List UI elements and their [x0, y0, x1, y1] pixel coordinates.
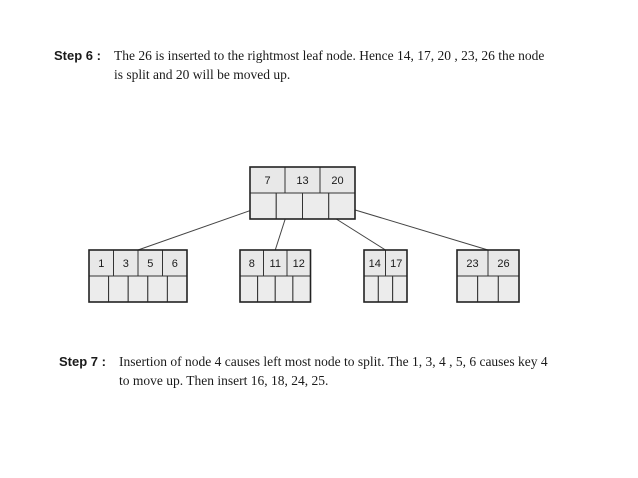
leaf-node-1-key: 5 — [147, 257, 154, 270]
step-6-label: Step 6 : — [54, 48, 101, 63]
leaf-node-4-key: 26 — [497, 257, 510, 270]
leaf-node-4 — [457, 250, 519, 302]
edge-root-to-leaf-1 — [138, 206, 263, 250]
root-node-key: 7 — [264, 174, 271, 187]
leaf-node-2-pointer-cell — [275, 276, 293, 302]
root-node-key: 13 — [296, 174, 309, 187]
leaf-node-4-pointer-cell — [498, 276, 519, 302]
leaf-node-1-pointer-cell — [167, 276, 187, 302]
leaf-node-1-pointer-cell — [128, 276, 148, 302]
leaf-node-1-pointer-cell — [148, 276, 168, 302]
leaf-node-3 — [364, 250, 407, 302]
step-7-text-line-2: to move up. Then insert 16, 18, 24, 25. — [119, 373, 329, 388]
root-node — [250, 167, 355, 219]
leaf-node-1 — [89, 250, 187, 302]
leaf-node-3-pointer-cell — [364, 276, 378, 302]
leaf-node-1-key: 3 — [122, 257, 129, 270]
leaf-node-3-pointer-cell — [393, 276, 407, 302]
root-node-pointer-cell — [276, 193, 302, 219]
leaf-node-1-key: 6 — [171, 257, 178, 270]
root-node-pointer-cell — [329, 193, 355, 219]
step-7-label: Step 7 : — [59, 354, 106, 369]
leaf-node-2-pointer-cell — [258, 276, 276, 302]
leaf-node-2-pointer-cell — [293, 276, 311, 302]
leaf-node-2-pointer-cell — [240, 276, 258, 302]
leaf-node-4-pointer-cell — [457, 276, 478, 302]
step-7-text-line-1: Insertion of node 4 causes left most node to split. The 1, 3, 4 , 5, 6 causes key 4 — [119, 354, 548, 369]
leaf-node-2-key: 11 — [269, 257, 281, 270]
leaf-node-1-pointer-cell — [109, 276, 129, 302]
leaf-node-2-key: 12 — [292, 257, 305, 270]
root-node-pointer-cell — [303, 193, 329, 219]
leaf-node-4-key: 23 — [466, 257, 479, 270]
step-6-text-line-2: is split and 20 will be moved up. — [114, 67, 291, 82]
leaf-node-3-pointer-cell — [378, 276, 392, 302]
leaf-node-4-pointer-cell — [478, 276, 499, 302]
root-node-pointer-cell — [250, 193, 276, 219]
leaf-node-3-key: 14 — [368, 257, 381, 270]
edge-root-to-leaf-4 — [342, 206, 488, 250]
leaf-node-1-key: 1 — [98, 257, 105, 270]
step-6-text-line-1: The 26 is inserted to the rightmost leaf node. Hence 14, 17, 20 , 23, 26 the node — [114, 48, 545, 63]
leaf-node-2 — [240, 250, 311, 302]
leaf-node-3-key: 17 — [390, 257, 403, 270]
root-node-key: 20 — [331, 174, 344, 187]
leaf-node-1-pointer-cell — [89, 276, 109, 302]
leaf-node-2-key: 8 — [248, 257, 255, 270]
